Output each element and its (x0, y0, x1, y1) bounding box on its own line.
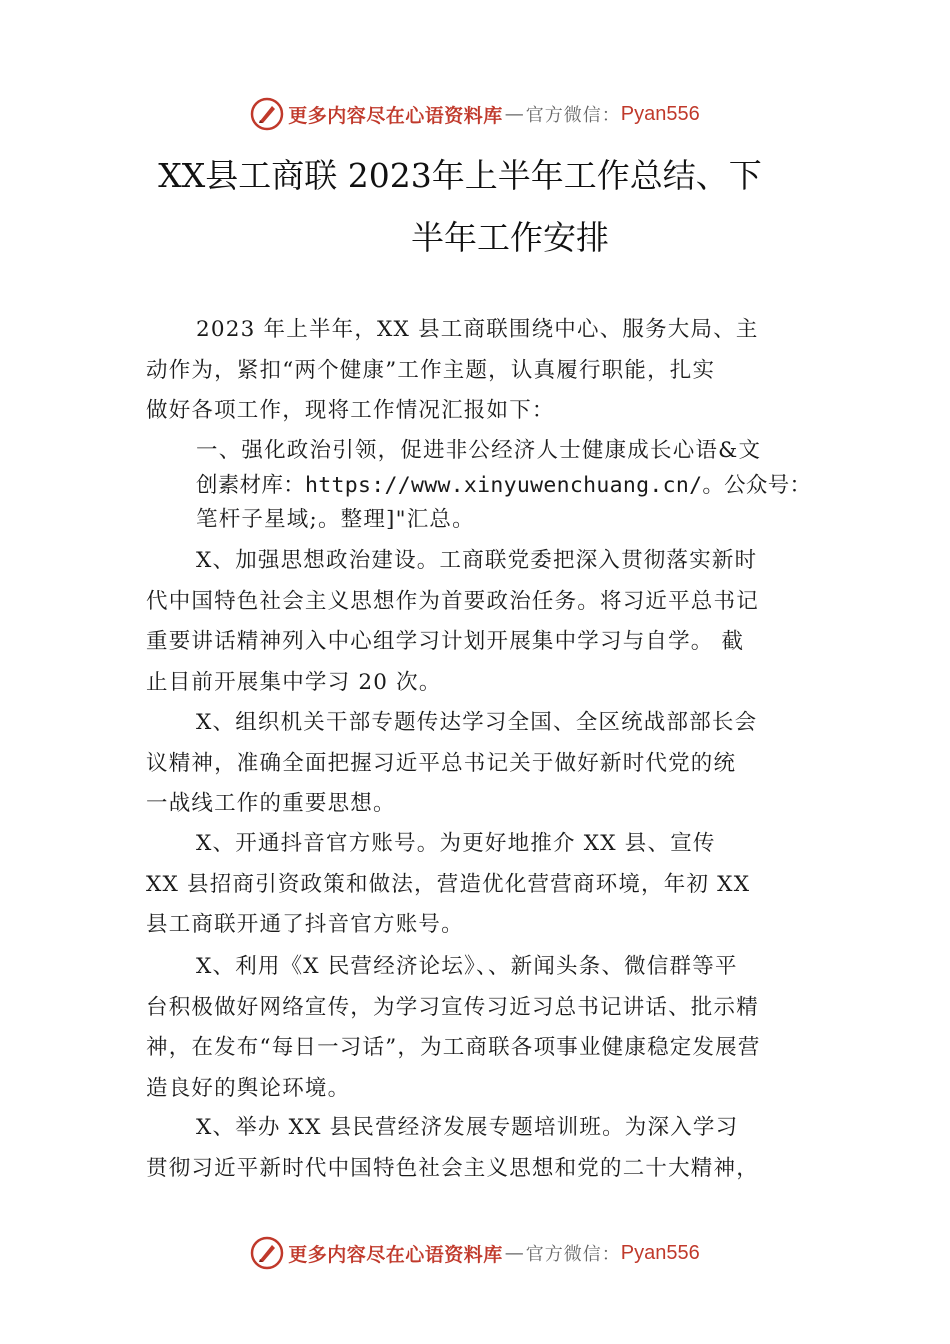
banner-wechat-label: 官方微信： (525, 105, 621, 126)
paragraph-item-1 (146, 541, 816, 703)
text-line: X、组织机关干部专题传达学习全国、全区统战部部长会 (196, 710, 758, 735)
banner-dash: — (504, 103, 524, 125)
header-watermark-banner (0, 94, 950, 134)
banner-wechat-id: Pyan556 (620, 1241, 700, 1264)
text-line: X、举办 XX 县民营经济发展专题培训班。为深入学习 (196, 1115, 739, 1140)
text-line: 造良好的舆论环境。 (146, 1075, 351, 1101)
text-line: 止目前开展集中学习 20 次。 (146, 669, 442, 695)
library-logo-icon (250, 1236, 284, 1270)
banner-dash: — (504, 1242, 524, 1264)
document-title-line-1: XX县工商联 2023年上半年工作总结、下 (158, 156, 762, 195)
banner-wechat-id: Pyan556 (620, 102, 700, 125)
section-heading-1 (196, 434, 866, 538)
text-line: 神，在发布“每日一习话”，为工商联各项事业健康稳定发展营 (146, 1035, 761, 1060)
text-line: 议精神，准确全面把握习近平总书记关于做好新时代党的统 (146, 750, 737, 776)
paragraph-item-5 (146, 1108, 816, 1189)
text-line: 动作为，紧扣“两个健康”工作主题，认真履行职能，扎实 (146, 357, 716, 383)
text-line: X、利用《X 民营经济论坛》、、新闻头条、微信群等平 (196, 954, 738, 979)
text-line: 县工商联开通了抖音官方账号。 (146, 912, 464, 937)
text-line: 创素材库：https://www.xinyuwenchuang.cn/。公众号： (196, 472, 812, 498)
text-line: X、加强思想政治建设。工商联党委把深入贯彻落实新时 (196, 548, 758, 573)
text-line: 2023 年上半年，XX 县工商联围绕中心、服务大局、主 (196, 317, 759, 342)
text-line: 做好各项工作，现将工作情况汇报如下： (146, 398, 555, 423)
text-line: 一战线工作的重要思想。 (146, 791, 396, 816)
library-logo-icon (250, 97, 284, 131)
text-line: X、开通抖音官方账号。为更好地推介 XX 县、宣传 (196, 831, 716, 856)
paragraph-item-4 (146, 947, 816, 1109)
text-line: 一、强化政治引领，促进非公经济人士健康成长心语&文 (196, 438, 762, 463)
text-line: 重要讲话精神列入中心组学习计划开展集中学习与自学。 截 (146, 629, 745, 654)
paragraph-intro (146, 310, 816, 432)
paragraph-item-3 (146, 824, 816, 946)
text-line: 台积极做好网络宣传，为学习宣传习近习总书记讲话、批示精 (146, 994, 759, 1020)
text-line: 代中国特色社会主义思想作为首要政治任务。将习近平总书记 (146, 588, 759, 614)
text-line: 贯彻习近平新时代中国特色社会主义思想和党的二十大精神， (146, 1155, 759, 1181)
document-title-line-2: 半年工作安排 (411, 218, 609, 257)
paragraph-item-2 (146, 703, 816, 825)
text-line: XX 县招商引资政策和做法，营造优化营营商环境，年初 XX (146, 871, 751, 897)
banner-main-text: 更多内容尽在心语资料库 (288, 104, 503, 127)
footer-watermark-banner (0, 1233, 950, 1273)
banner-main-text: 更多内容尽在心语资料库 (288, 1243, 503, 1266)
text-line: 笔杆子星域;。整理]"汇总。 (196, 507, 475, 532)
banner-wechat-label: 官方微信： (525, 1244, 621, 1265)
